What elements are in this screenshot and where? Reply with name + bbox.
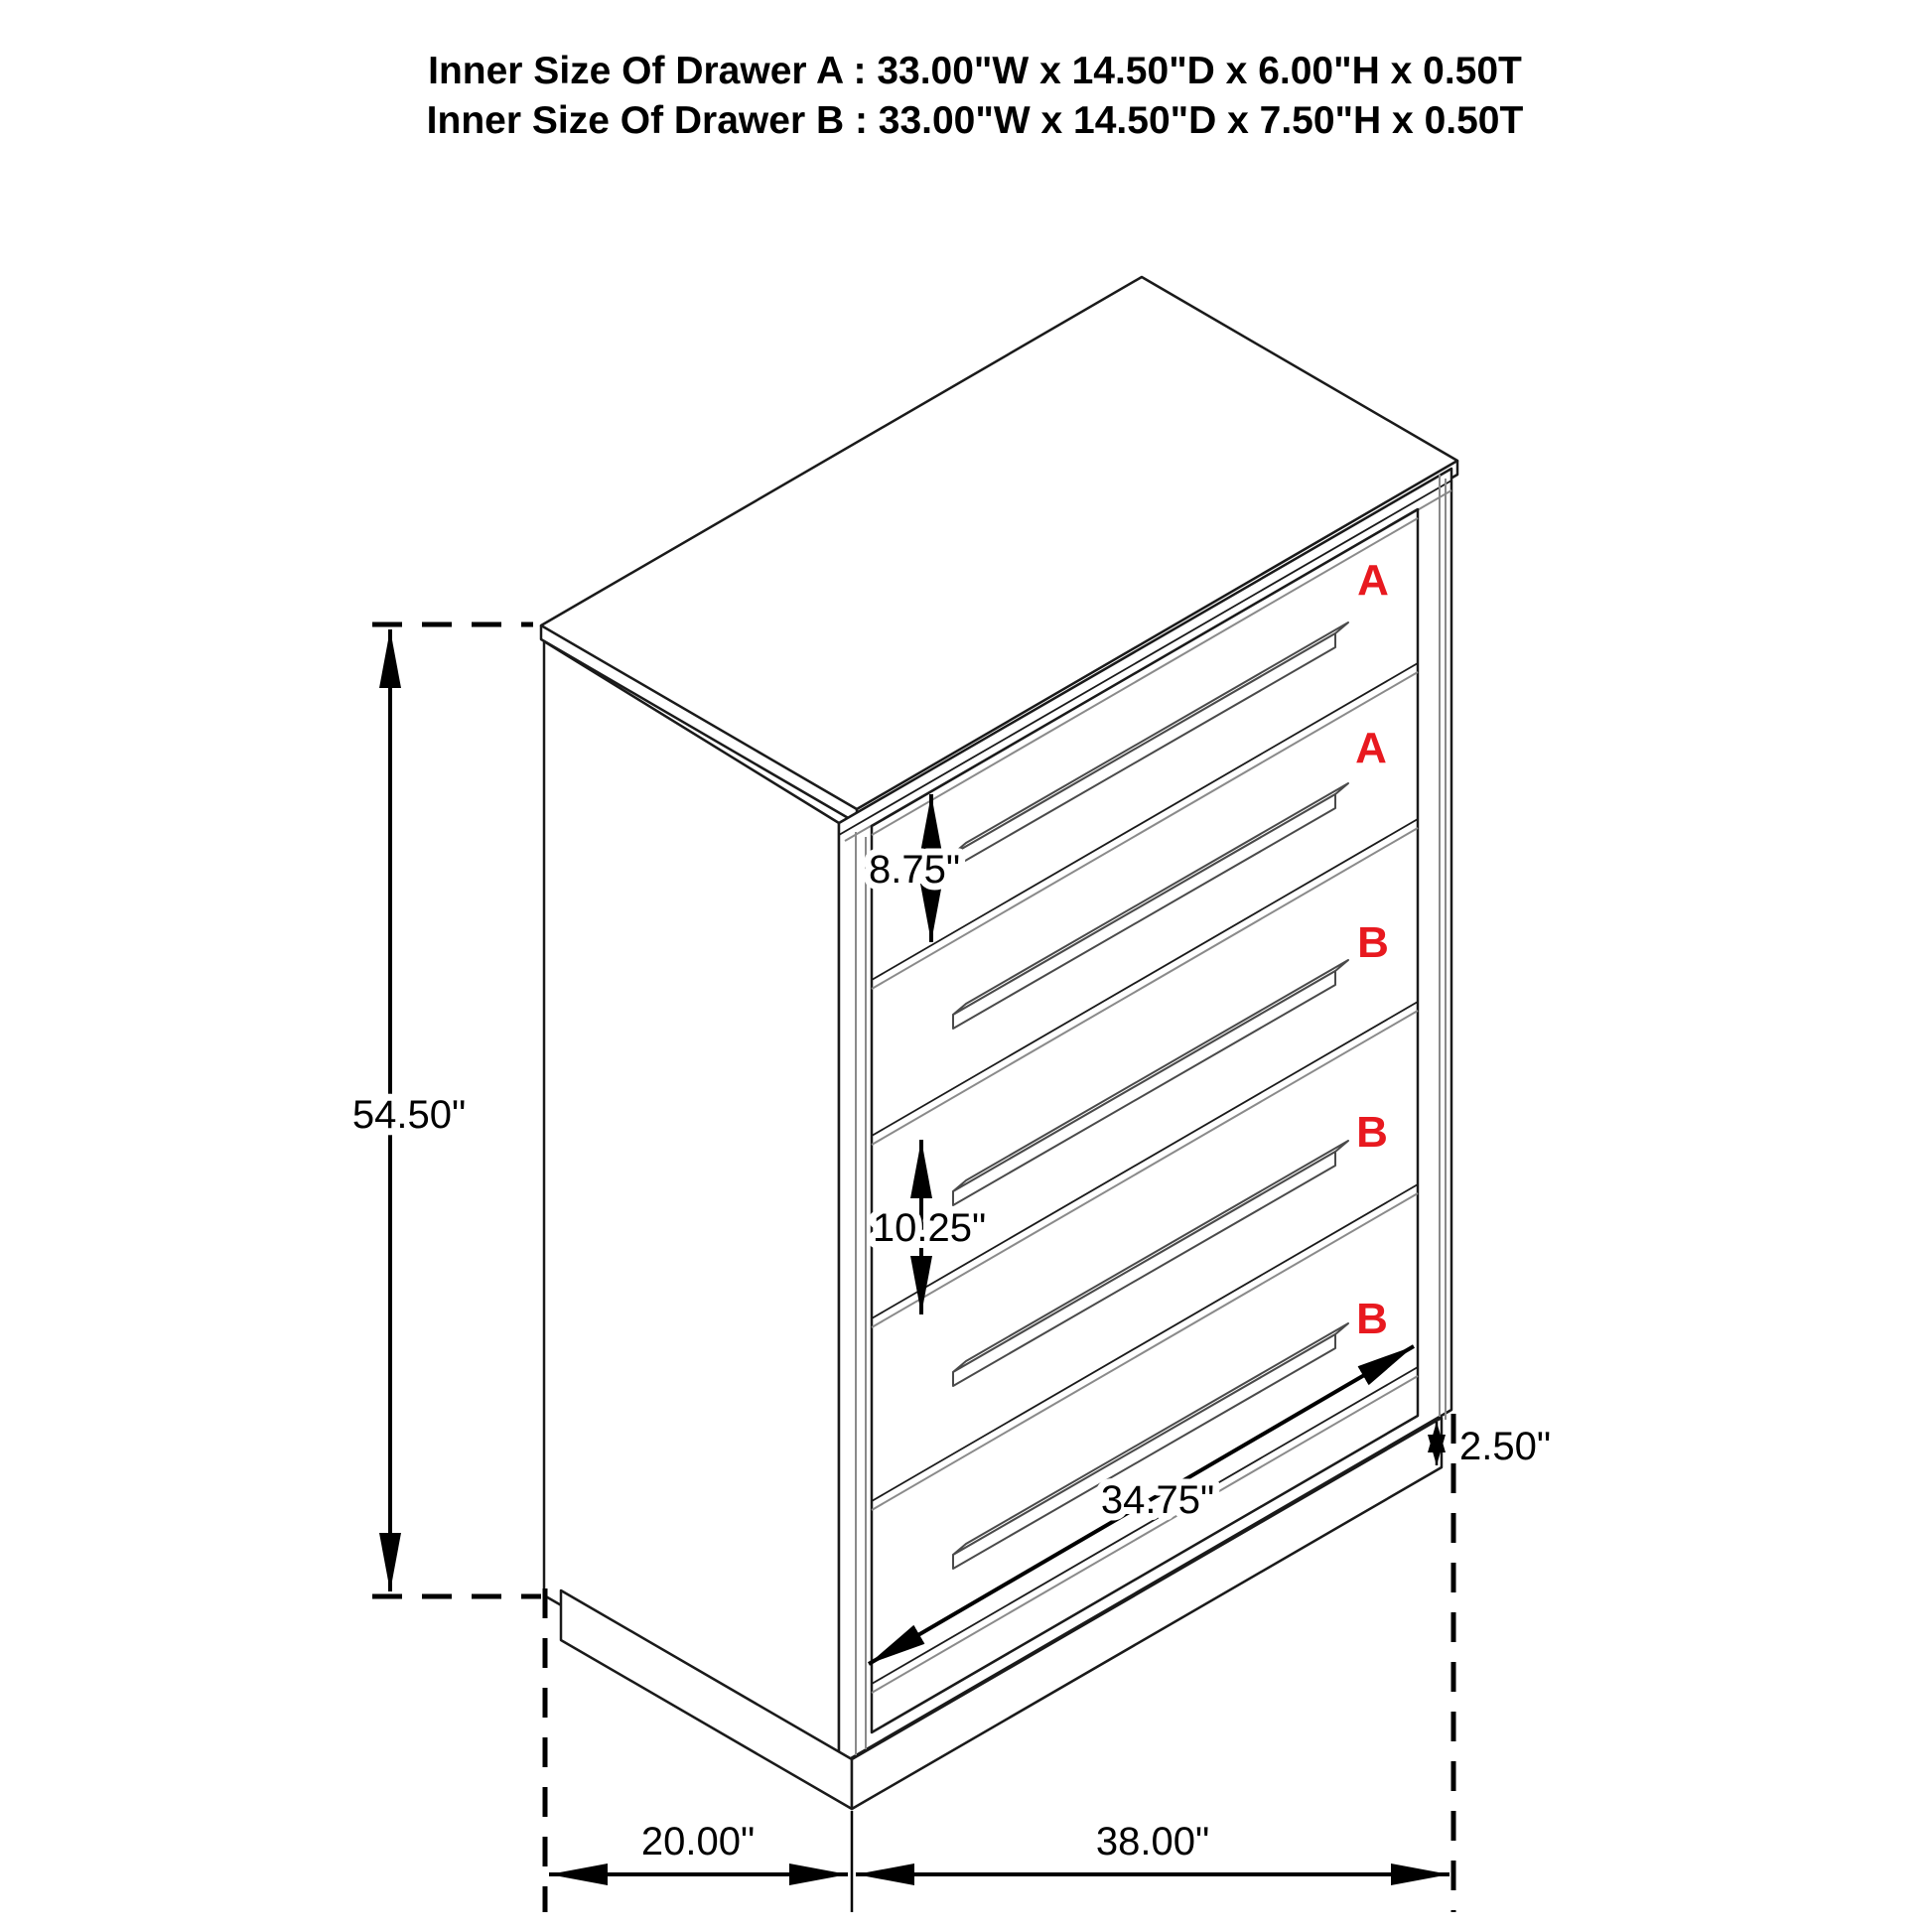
face-width-value: 34.75" (1100, 1478, 1215, 1522)
drawer-a-value: 8.75" (868, 848, 961, 892)
depth-value: 20.00" (640, 1820, 756, 1863)
cabinet (541, 277, 1457, 1809)
drawer-2-label: A (1355, 724, 1387, 772)
width-value: 38.00" (1095, 1820, 1210, 1863)
drawer-4-label: B (1356, 1108, 1388, 1157)
drawer-3-label: B (1357, 918, 1389, 967)
header (427, 50, 1524, 142)
base-value: 2.50" (1459, 1425, 1552, 1468)
drawer-5-label: B (1356, 1295, 1388, 1343)
height-value: 54.50" (351, 1093, 467, 1137)
dimension-overall-height (352, 624, 541, 1596)
cabinet-left-side (544, 641, 839, 1765)
drawer-1-label: A (1357, 556, 1389, 605)
header-drawer-b-size: Inner Size Of Drawer B : 33.00"W x 14.50"D x 7.50"H x 0.50T (426, 99, 1524, 142)
drawer-b-value: 10.25" (872, 1206, 987, 1250)
header-drawer-a-size: Inner Size Of Drawer A : 33.00"W x 14.50"D x 6.00"H x 0.50T (428, 50, 1522, 92)
